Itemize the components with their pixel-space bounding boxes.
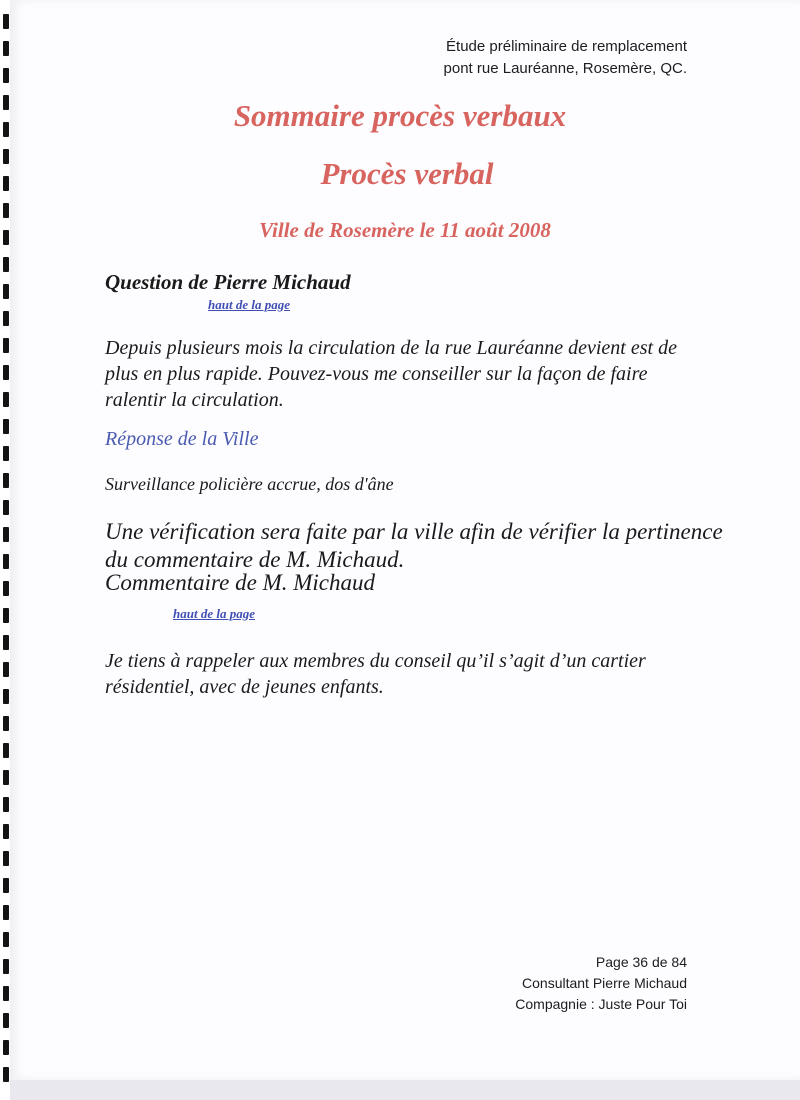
response-title: Réponse de la Ville (105, 428, 259, 450)
comment-title: Commentaire de M. Michaud (105, 570, 375, 595)
binding-ring (3, 149, 9, 164)
binding-ring (3, 230, 9, 245)
binding-ring (3, 41, 9, 56)
binding-ring (3, 959, 9, 974)
binding-ring (3, 500, 9, 515)
question-body: Depuis plusieurs mois la circulation de la rue Lauréanne devient est de plus en plus rapide. Pouvez-vous me conseiller sur la façon de faire ralentir la circulation. (105, 337, 677, 411)
binding-ring (3, 527, 9, 542)
binding-ring (3, 473, 9, 488)
binding-ring (3, 14, 9, 29)
binding-ring (3, 716, 9, 731)
binding-ring (3, 554, 9, 569)
binding-ring (3, 986, 9, 1001)
binding-ring (3, 824, 9, 839)
binding-ring (3, 176, 9, 191)
binding-ring (3, 608, 9, 623)
binding-ring (3, 68, 9, 83)
binding-ring (3, 932, 9, 947)
binding-ring (3, 635, 9, 650)
binding-ring (3, 284, 9, 299)
binding-ring (3, 878, 9, 893)
comment-body: Je tiens à rappeler aux membres du conseil qu’il s’agit d’un cartier résidentiel, avec de jeunes enfants. (105, 650, 646, 698)
binding-ring (3, 851, 9, 866)
binding-ring (3, 392, 9, 407)
binding-ring (3, 338, 9, 353)
question-title: Question de Pierre Michaud (105, 270, 351, 294)
binding-ring (3, 257, 9, 272)
binding-ring (3, 1040, 9, 1055)
meeting-dateline: Ville de Rosemère le 11 août 2008 (259, 218, 551, 242)
binding-ring (3, 419, 9, 434)
binding-ring (3, 365, 9, 380)
binding-ring (3, 1013, 9, 1028)
binding-ring (3, 770, 9, 785)
binding-ring (3, 743, 9, 758)
company-line: Compagnie : Juste Pour Toi (515, 996, 687, 1012)
consultant-line: Consultant Pierre Michaud (522, 975, 687, 991)
binding-ring (3, 311, 9, 326)
verification-text: Une vérification sera faite par la ville afin de vérifier la pertinence du commentaire de M. Michaud. (105, 519, 723, 572)
page-footer (515, 952, 687, 1015)
document-page (10, 0, 800, 1080)
document-title: Sommaire procès verbaux (233, 98, 567, 133)
back-to-top-link-2[interactable]: haut de la page (173, 606, 255, 621)
binding-ring (3, 689, 9, 704)
binding-ring (3, 905, 9, 920)
binding-ring (3, 446, 9, 461)
binding-ring (3, 581, 9, 596)
back-to-top-link[interactable]: haut de la page (208, 297, 290, 312)
page-header (444, 36, 687, 80)
binding-ring (3, 797, 9, 812)
header-line-2: pont rue Lauréanne, Rosemère, QC. (443, 60, 687, 77)
header-line-1: Étude préliminaire de remplacement (446, 38, 687, 55)
binding-ring (3, 1067, 9, 1082)
response-text: Surveillance policière accrue, dos d'âne (105, 474, 394, 494)
page-number: Page 36 de 84 (595, 954, 687, 970)
page-edge (10, 1080, 800, 1100)
binding-ring (3, 662, 9, 677)
binding-ring (3, 203, 9, 218)
section-title: Procès verbal (320, 156, 494, 191)
